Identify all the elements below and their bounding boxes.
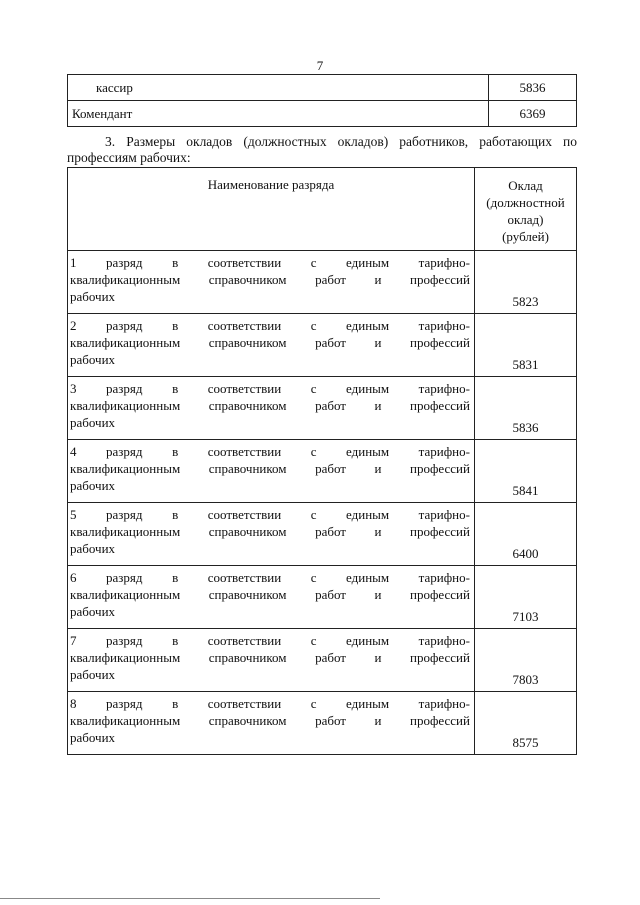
text-line: [70, 397, 470, 414]
text-line: рабочих: [70, 667, 116, 682]
word: в: [172, 633, 179, 648]
text-line: [70, 443, 470, 460]
table-row: [68, 75, 577, 101]
word: профессий: [410, 650, 470, 665]
word: 2: [70, 318, 77, 333]
grade-name-cell: [68, 314, 475, 377]
text-line: [70, 317, 470, 334]
worker-grades-table: [67, 167, 577, 755]
header-line: Оклад: [508, 178, 543, 193]
grade-name-cell: [68, 377, 475, 440]
position-name-cell: Комендант: [68, 101, 489, 127]
word: 1: [70, 255, 77, 270]
page-number: 7: [316, 58, 324, 73]
word: разряд: [106, 318, 143, 333]
salary-cell: 6400: [475, 503, 577, 566]
text-line: рабочих: [70, 289, 116, 304]
word: справочником: [208, 650, 287, 665]
text-line: [70, 569, 470, 586]
word: с: [310, 255, 317, 270]
word: профессий: [410, 713, 470, 728]
word: тарифно-: [418, 255, 470, 270]
word: разряд: [106, 696, 143, 711]
text-line: рабочих: [70, 352, 116, 367]
word: 8: [70, 696, 77, 711]
salary-cell: 5836: [475, 377, 577, 440]
grade-name-cell: [68, 629, 475, 692]
table-row: [68, 503, 577, 566]
word: тарифно-: [418, 696, 470, 711]
word: единым: [346, 381, 390, 396]
text-line: [70, 586, 470, 603]
word: справочником: [208, 461, 287, 476]
word: и: [374, 272, 382, 287]
word: профессий: [410, 398, 470, 413]
word: разряд: [106, 633, 143, 648]
word: разряд: [106, 381, 143, 396]
word: тарифно-: [418, 381, 470, 396]
word: справочником: [208, 398, 287, 413]
word: тарифно-: [418, 444, 470, 459]
text-line: рабочих: [70, 541, 116, 556]
word: единым: [346, 255, 390, 270]
word: единым: [346, 633, 390, 648]
grade-name-cell: [68, 566, 475, 629]
word: 7: [70, 633, 77, 648]
section-paragraph: 3. Размеры окладов (должностных окладов) работников, работающих по профессиям рабочих:: [67, 134, 577, 165]
table-row: [68, 251, 577, 314]
word: профессий: [410, 587, 470, 602]
word: в: [172, 255, 179, 270]
table-row: [68, 566, 577, 629]
word: справочником: [208, 587, 287, 602]
text-line: [70, 523, 470, 540]
table-row: [68, 629, 577, 692]
positions-table: [67, 74, 577, 127]
word: соответствии: [207, 381, 282, 396]
grade-name-cell: [68, 251, 475, 314]
word: тарифно-: [418, 633, 470, 648]
word: квалификационным: [70, 713, 181, 728]
word: 5: [70, 507, 77, 522]
table-row: [68, 101, 577, 127]
word: единым: [346, 318, 390, 333]
word: 3: [70, 381, 77, 396]
word: и: [374, 587, 382, 602]
word: единым: [346, 696, 390, 711]
text-line: [70, 632, 470, 649]
word: справочником: [208, 335, 287, 350]
grade-name-cell: [68, 440, 475, 503]
text-line: [70, 271, 470, 288]
grade-name-cell: [68, 503, 475, 566]
text-line: [70, 334, 470, 351]
word: в: [172, 696, 179, 711]
bottom-rule: [0, 898, 380, 899]
word: в: [172, 570, 179, 585]
text-line: рабочих: [70, 415, 116, 430]
word: с: [310, 381, 317, 396]
word: работ: [315, 524, 346, 539]
word: с: [310, 444, 317, 459]
word: квалификационным: [70, 524, 181, 539]
word: работ: [315, 335, 346, 350]
word: в: [172, 507, 179, 522]
word: соответствии: [207, 444, 282, 459]
word: и: [374, 335, 382, 350]
word: единым: [346, 444, 390, 459]
word: с: [310, 570, 317, 585]
word: единым: [346, 570, 390, 585]
word: 4: [70, 444, 77, 459]
table-row: [68, 377, 577, 440]
word: в: [172, 318, 179, 333]
word: 6: [70, 570, 77, 585]
header-line: (должностной: [486, 195, 565, 210]
word: соответствии: [207, 570, 282, 585]
position-name-cell: кассир: [68, 75, 489, 101]
word: квалификационным: [70, 461, 181, 476]
word: тарифно-: [418, 507, 470, 522]
word: работ: [315, 713, 346, 728]
word: профессий: [410, 335, 470, 350]
word: работ: [315, 272, 346, 287]
word: профессий: [410, 524, 470, 539]
word: и: [374, 524, 382, 539]
word: тарифно-: [418, 318, 470, 333]
word: соответствии: [207, 507, 282, 522]
table-row: [68, 440, 577, 503]
grade-name-cell: [68, 692, 475, 755]
word: квалификационным: [70, 335, 181, 350]
word: профессий: [410, 272, 470, 287]
word: справочником: [208, 713, 287, 728]
word: единым: [346, 507, 390, 522]
word: с: [310, 696, 317, 711]
word: с: [310, 318, 317, 333]
header-line: (рублей): [502, 229, 549, 244]
word: соответствии: [207, 255, 282, 270]
word: квалификационным: [70, 398, 181, 413]
salary-cell: 5841: [475, 440, 577, 503]
word: и: [374, 650, 382, 665]
table-row: [68, 314, 577, 377]
word: разряд: [106, 570, 143, 585]
table-row: [68, 692, 577, 755]
salary-cell: 5831: [475, 314, 577, 377]
salary-cell: 7103: [475, 566, 577, 629]
word: в: [172, 381, 179, 396]
text-line: [70, 712, 470, 729]
salary-cell: 5836: [489, 75, 577, 101]
word: соответствии: [207, 633, 282, 648]
salary-cell: 5823: [475, 251, 577, 314]
word: соответствии: [207, 696, 282, 711]
word: работ: [315, 587, 346, 602]
word: справочником: [208, 272, 287, 287]
word: соответствии: [207, 318, 282, 333]
text-line: [70, 460, 470, 477]
word: в: [172, 444, 179, 459]
word: работ: [315, 398, 346, 413]
word: квалификационным: [70, 650, 181, 665]
word: с: [310, 633, 317, 648]
table-header-row: [68, 168, 577, 251]
word: работ: [315, 650, 346, 665]
word: справочником: [208, 524, 287, 539]
header-line: оклад): [507, 212, 544, 227]
text-line: рабочих: [70, 730, 116, 745]
text-line: [70, 695, 470, 712]
text-line: рабочих: [70, 604, 116, 619]
text-line: [70, 380, 470, 397]
word: работ: [315, 461, 346, 476]
word: разряд: [106, 255, 143, 270]
word: квалификационным: [70, 587, 181, 602]
word: разряд: [106, 507, 143, 522]
word: и: [374, 713, 382, 728]
salary-cell: 7803: [475, 629, 577, 692]
salary-cell: 6369: [489, 101, 577, 127]
text-line: рабочих: [70, 478, 116, 493]
column-header-salary: [475, 168, 577, 251]
salary-cell: 8575: [475, 692, 577, 755]
text-line: [70, 254, 470, 271]
word: квалификационным: [70, 272, 181, 287]
word: разряд: [106, 444, 143, 459]
word: и: [374, 461, 382, 476]
word: профессий: [410, 461, 470, 476]
word: и: [374, 398, 382, 413]
word: тарифно-: [418, 570, 470, 585]
column-header-grade-name: Наименование разряда: [68, 168, 475, 251]
text-line: [70, 506, 470, 523]
word: с: [310, 507, 317, 522]
text-line: [70, 649, 470, 666]
table-body: [68, 251, 577, 755]
